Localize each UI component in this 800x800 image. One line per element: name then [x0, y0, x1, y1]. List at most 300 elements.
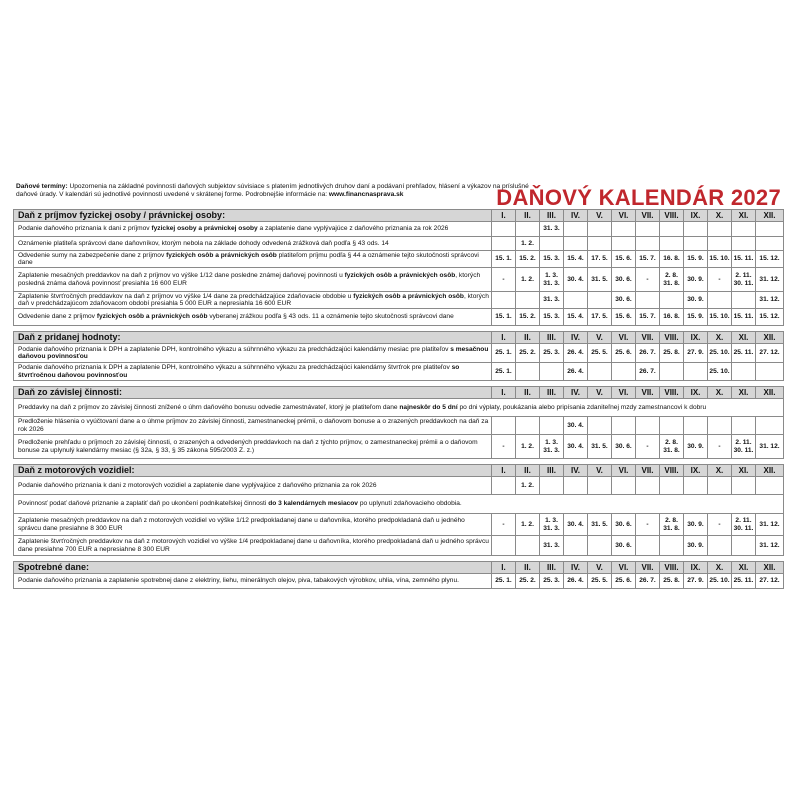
deadline-cell: [636, 536, 660, 556]
month-header: VII.: [636, 210, 660, 222]
deadline-cell: 31. 12.: [756, 435, 784, 459]
deadline-cell: 31. 3.: [540, 536, 564, 556]
deadline-cell: 25. 10.: [708, 574, 732, 589]
month-header: VIII.: [660, 465, 684, 477]
deadline-cell: [516, 363, 540, 381]
month-header: III.: [540, 332, 564, 344]
deadline-cell: 16. 8.: [660, 309, 684, 326]
description-fragment: Zaplatenie štvrťročných preddavkov na daň z príjmov vo výške 1/4 dane za predchádzajúce zdaňovacie obdobie u: [18, 292, 354, 300]
deadline-cell: 15. 9.: [684, 309, 708, 326]
month-header: XI.: [732, 465, 756, 477]
table-row: [14, 495, 784, 514]
deadline-cell: 30. 9.: [684, 536, 708, 556]
deadline-cell: [612, 222, 636, 237]
month-header: VI.: [612, 387, 636, 399]
deadline-cell: 25. 3.: [540, 574, 564, 589]
deadline-cell: 30. 6.: [612, 514, 636, 536]
month-header: XII.: [756, 387, 784, 399]
table-row: [14, 251, 784, 268]
month-header: V.: [588, 210, 612, 222]
deadline-cell: 25. 10.: [708, 344, 732, 363]
description-fragment: s mesačnou daňovou povinnosťou: [18, 345, 489, 360]
deadline-cell: 31. 3.: [540, 292, 564, 309]
month-header: VIII.: [660, 387, 684, 399]
deadline-cell: [540, 477, 564, 495]
month-header: VIII.: [660, 332, 684, 344]
deadline-cell: 31. 5.: [588, 435, 612, 459]
description-fragment: Povinnosť podať daňové priznanie a zaplatiť daň po ukončení podnikateľskej činnosti: [18, 500, 269, 508]
deadline-cell: [564, 536, 588, 556]
deadline-cell: 15. 3.: [540, 251, 564, 268]
month-header: IV.: [564, 332, 588, 344]
deadline-cell: 1. 2.: [516, 237, 540, 251]
deadline-cell: [492, 536, 516, 556]
deadline-cell: [708, 292, 732, 309]
deadline-cell: 26. 4.: [564, 574, 588, 589]
deadline-cell: 30. 6.: [612, 536, 636, 556]
month-header: III.: [540, 387, 564, 399]
deadline-cell: 15. 10.: [708, 251, 732, 268]
month-header: IX.: [684, 387, 708, 399]
deadline-cell: [756, 477, 784, 495]
deadline-cell: 25. 1.: [492, 344, 516, 363]
deadline-cell: 15. 4.: [564, 309, 588, 326]
section-title: Spotrebné dane:: [14, 562, 492, 574]
deadline-cell: 31. 5.: [588, 268, 612, 292]
description-fragment: Zaplatenie mesačných preddavkov na daň z príjmov vo výške 1/12 dane posledne známej daňovej povinnosti u: [18, 272, 345, 280]
deadline-cell: -: [708, 435, 732, 459]
obligation-description: [14, 514, 492, 536]
month-header: V.: [588, 562, 612, 574]
month-header: VII.: [636, 387, 660, 399]
deadline-cell: 27. 12.: [756, 344, 784, 363]
deadline-cell: [492, 237, 516, 251]
deadline-cell: 25. 1.: [492, 574, 516, 589]
deadline-cell: 30. 9.: [684, 268, 708, 292]
deadline-cell: 25. 5.: [588, 344, 612, 363]
month-header: XI.: [732, 332, 756, 344]
section-title: Daň z pridanej hodnoty:: [14, 332, 492, 344]
month-header: II.: [516, 465, 540, 477]
deadline-cell: [588, 477, 612, 495]
month-header: VIII.: [660, 210, 684, 222]
deadline-cell: 25. 1.: [492, 363, 516, 381]
deadline-cell: 15. 10.: [708, 309, 732, 326]
deadline-cell: [708, 222, 732, 237]
obligation-description: [14, 292, 492, 309]
deadline-cell: 25. 6.: [612, 574, 636, 589]
description-fragment: po uplynutí zdaňovacieho obdobia.: [357, 500, 462, 508]
month-header: I.: [492, 465, 516, 477]
description-fragment: Podanie daňového priznania k DPH a zaplatenie DPH, kontrolného výkazu a súhrnného výkazu za predchádzajúci kalendárny mesiac pre platiteľov: [18, 345, 451, 353]
month-header: IX.: [684, 465, 708, 477]
month-header: III.: [540, 210, 564, 222]
month-header: IX.: [684, 562, 708, 574]
calendar-title: DAŇOVÝ KALENDÁR 2027: [496, 185, 781, 210]
month-header: II.: [516, 387, 540, 399]
deadline-cell: [636, 417, 660, 435]
month-header: II.: [516, 562, 540, 574]
obligation-description: [14, 251, 492, 268]
deadline-cell: [516, 536, 540, 556]
month-header: VII.: [636, 332, 660, 344]
month-header: VI.: [612, 562, 636, 574]
deadline-cell: [636, 477, 660, 495]
deadline-cell: 30. 4.: [564, 514, 588, 536]
deadline-cell: [612, 417, 636, 435]
deadline-cell: [492, 417, 516, 435]
month-header: IV.: [564, 465, 588, 477]
month-header: IX.: [684, 210, 708, 222]
month-header: II.: [516, 210, 540, 222]
deadline-cell: 25. 8.: [660, 574, 684, 589]
deadline-cell: 30. 6.: [612, 268, 636, 292]
section-title: Daň zo závislej činnosti:: [14, 387, 492, 399]
deadline-cell: 31. 12.: [756, 536, 784, 556]
description-fragment: Preddavky na daň z príjmov zo závislej činnosti znížené o úhrn daňového bonusu odvedie zamestnávateľ, ktorý je platiteľom dane: [18, 403, 400, 411]
description-fragment: Podanie daňového priznania k dani z motorových vozidiel a zaplatenie dane vyplývajúce z daňového priznania za rok 2026: [18, 481, 377, 489]
month-header: XII.: [756, 562, 784, 574]
obligation-description: [14, 222, 492, 237]
description-fragment: Predloženie hlásenia o vyúčtovaní dane a o úhrne príjmov zo závislej činnosti, zamestnaneckej prémii, o daňovom bonuse a o zrazených preddavkoch na daň za rok 2026: [18, 418, 489, 433]
table-row: [14, 309, 784, 326]
deadline-cell: 31. 12.: [756, 292, 784, 309]
description-fragment: , ktorých posledná známa daňová povinnosť presiahla 16 600 EUR: [18, 272, 481, 287]
deadline-cell: -: [708, 268, 732, 292]
description-fragment: Podanie daňového priznania a zaplatenie spotrebnej dane z elektriny, liehu, minerálnych olejov, piva, tabakových výrobkov, uhlia, vína, zemného plynu.: [18, 577, 459, 585]
deadline-cell: 27. 9.: [684, 344, 708, 363]
deadline-cell: [732, 417, 756, 435]
month-header: I.: [492, 210, 516, 222]
deadline-cell: [636, 222, 660, 237]
deadline-cell: [708, 477, 732, 495]
month-header: IV.: [564, 387, 588, 399]
deadline-cell: 15. 9.: [684, 251, 708, 268]
deadline-cell: [732, 363, 756, 381]
intro-text: Upozornenia na základné povinnosti daňových subjektov súvisiace s platením jednotlivých druhov daní a podávaní prehľadov, hlásení a výkazov na príslušné daňové úrady. V kalendári sú jednotlivé povinnosti uvedené v skrátenej forme. Podrobnejšie informácie na:: [16, 183, 529, 199]
deadline-cell: [684, 222, 708, 237]
deadline-cell: 31. 12.: [756, 514, 784, 536]
description-fragment: do 3 kalendárnych mesiacov: [268, 500, 358, 508]
deadline-cell: [732, 237, 756, 251]
deadline-cell: 2. 8. 31. 8.: [660, 435, 684, 459]
month-header: III.: [540, 562, 564, 574]
table-row: [14, 237, 784, 251]
deadline-cell: 30. 4.: [564, 417, 588, 435]
obligation-description: [14, 268, 492, 292]
deadline-cell: [684, 477, 708, 495]
deadline-cell: 30. 4.: [564, 268, 588, 292]
description-fragment: Odvedenie sumy na zabezpečenie dane z príjmov: [18, 251, 167, 259]
month-header: V.: [588, 465, 612, 477]
description-fragment: fyzickej osoby a právnickej osoby: [151, 225, 258, 233]
deadline-cell: [708, 536, 732, 556]
deadline-cell: 25. 2.: [516, 574, 540, 589]
intro-label: Daňové termíny:: [16, 183, 68, 190]
obligation-description: [14, 344, 492, 363]
description-fragment: so štvrťročnou daňovou povinnosťou: [18, 364, 460, 379]
deadline-cell: 15. 7.: [636, 309, 660, 326]
deadline-cell: [732, 477, 756, 495]
deadline-cell: 16. 8.: [660, 251, 684, 268]
deadline-cell: -: [636, 268, 660, 292]
deadline-cell: [564, 237, 588, 251]
description-fragment: Oznámenie platiteľa správcovi dane daňovníkov, ktorým nebola na základe dohody odvedená zrážková daň podľa § 43 ods. 14: [18, 239, 389, 247]
month-header: II.: [516, 332, 540, 344]
description-fragment: fyzických osôb a právnických osôb: [353, 292, 464, 300]
description-fragment: fyzických osôb a právnických osôb: [344, 272, 456, 280]
deadline-cell: 25. 11.: [732, 574, 756, 589]
deadline-cell: 1. 2.: [516, 477, 540, 495]
deadline-cell: 15. 1.: [492, 309, 516, 326]
deadline-cell: 1. 2.: [516, 268, 540, 292]
tax-calendar-table: [13, 209, 784, 589]
deadline-cell: [612, 477, 636, 495]
deadline-cell: [732, 292, 756, 309]
deadline-cell: -: [492, 514, 516, 536]
deadline-cell: 25. 6.: [612, 344, 636, 363]
deadline-cell: 30. 9.: [684, 292, 708, 309]
deadline-cell: [492, 222, 516, 237]
deadline-cell: [684, 237, 708, 251]
deadline-cell: [684, 417, 708, 435]
description-fragment: po dni výplaty, poukázania alebo pripísania zdaniteľnej mzdy zamestnancovi k dobru: [457, 403, 707, 411]
deadline-cell: 2. 8. 31. 8.: [660, 514, 684, 536]
deadline-cell: 2. 11. 30. 11.: [732, 435, 756, 459]
deadline-cell: [756, 417, 784, 435]
section-title: Daň z príjmov fyzickej osoby / právnickej osoby:: [14, 210, 492, 222]
deadline-cell: 15. 11.: [732, 251, 756, 268]
deadline-cell: [564, 477, 588, 495]
deadline-cell: [756, 222, 784, 237]
table-row: [14, 268, 784, 292]
deadline-cell: -: [636, 435, 660, 459]
deadline-cell: 1. 3. 31. 3.: [540, 268, 564, 292]
deadline-cell: 1. 2.: [516, 514, 540, 536]
deadline-cell: 26. 4.: [564, 363, 588, 381]
table-row: [14, 514, 784, 536]
website-link[interactable]: www.financnasprava.sk: [328, 191, 404, 199]
description-fragment: Zaplatenie mesačných preddavkov na daň z motorových vozidiel vo výške 1/12 predpokladanej dane u daňovníka, ktorého predpokladaná daň u jedného správcu dane presiahne 8 300 EUR: [18, 517, 465, 532]
month-header: VI.: [612, 465, 636, 477]
description-fragment: platiteľom príjmu podľa § 44 a oznámenie tejto skutočnosti správcovi dane: [18, 251, 479, 266]
deadline-cell: 31. 5.: [588, 514, 612, 536]
obligation-description: [14, 399, 784, 417]
deadline-cell: 15. 2.: [516, 309, 540, 326]
deadline-cell: 25. 5.: [588, 574, 612, 589]
deadline-cell: 2. 8. 31. 8.: [660, 268, 684, 292]
deadline-cell: [588, 237, 612, 251]
table-row: [14, 363, 784, 381]
deadline-cell: [564, 222, 588, 237]
table-row: [14, 399, 784, 417]
deadline-cell: 27. 9.: [684, 574, 708, 589]
obligation-description: [14, 309, 492, 326]
section-header: [14, 210, 784, 222]
deadline-cell: [612, 363, 636, 381]
deadline-cell: [516, 222, 540, 237]
deadline-cell: [588, 536, 612, 556]
obligation-description: [14, 435, 492, 459]
month-header: XI.: [732, 562, 756, 574]
month-header: X.: [708, 465, 732, 477]
month-header: IV.: [564, 562, 588, 574]
deadline-cell: 30. 9.: [684, 435, 708, 459]
section-header: [14, 465, 784, 477]
tax-calendar-page: [13, 183, 783, 589]
deadline-cell: [660, 292, 684, 309]
deadline-cell: 15. 1.: [492, 251, 516, 268]
deadline-cell: 17. 5.: [588, 309, 612, 326]
obligation-description: [14, 574, 492, 589]
deadline-cell: 15. 6.: [612, 251, 636, 268]
deadline-cell: 25. 2.: [516, 344, 540, 363]
month-header: I.: [492, 387, 516, 399]
month-header: XII.: [756, 465, 784, 477]
deadline-cell: [540, 417, 564, 435]
deadline-cell: 26. 7.: [636, 574, 660, 589]
deadline-cell: [516, 417, 540, 435]
table-row: [14, 292, 784, 309]
deadline-cell: [540, 363, 564, 381]
deadline-cell: 25. 10.: [708, 363, 732, 381]
section-header: [14, 562, 784, 574]
section-title: Daň z motorových vozidiel:: [14, 465, 492, 477]
deadline-cell: [564, 292, 588, 309]
month-header: V.: [588, 332, 612, 344]
deadline-cell: 17. 5.: [588, 251, 612, 268]
deadline-cell: [660, 417, 684, 435]
deadline-cell: 31. 3.: [540, 222, 564, 237]
deadline-cell: 30. 9.: [684, 514, 708, 536]
section-header: [14, 387, 784, 399]
deadline-cell: [588, 417, 612, 435]
deadline-cell: 30. 6.: [612, 435, 636, 459]
obligation-description: [14, 363, 492, 381]
deadline-cell: -: [492, 268, 516, 292]
deadline-cell: [636, 237, 660, 251]
deadline-cell: 25. 11.: [732, 344, 756, 363]
table-row: [14, 417, 784, 435]
description-fragment: fyzických osôb a právnických osôb: [96, 313, 208, 321]
month-header: IV.: [564, 210, 588, 222]
month-header: VII.: [636, 465, 660, 477]
table-row: [14, 574, 784, 589]
description-fragment: a zaplatenie dane vyplývajúce z daňového priznania za rok 2026: [257, 225, 449, 233]
description-fragment: vyberanej zrážkou podľa § 43 ods. 11 a oznámenie tejto skutočnosti správcovi dane: [207, 313, 454, 321]
deadline-cell: -: [636, 514, 660, 536]
month-header: III.: [540, 465, 564, 477]
intro-note: [16, 183, 541, 200]
month-header: I.: [492, 332, 516, 344]
month-header: IX.: [684, 332, 708, 344]
deadline-cell: 15. 2.: [516, 251, 540, 268]
deadline-cell: [492, 292, 516, 309]
deadline-cell: 30. 6.: [612, 292, 636, 309]
deadline-cell: [708, 417, 732, 435]
deadline-cell: [660, 222, 684, 237]
deadline-cell: 15. 6.: [612, 309, 636, 326]
deadline-cell: [660, 363, 684, 381]
deadline-cell: [540, 237, 564, 251]
description-fragment: fyzických osôb a právnických osôb: [166, 251, 277, 259]
deadline-cell: 15. 12.: [756, 251, 784, 268]
deadline-cell: [516, 292, 540, 309]
table-row: [14, 222, 784, 237]
month-header: V.: [588, 387, 612, 399]
deadline-cell: 15. 7.: [636, 251, 660, 268]
deadline-cell: [756, 237, 784, 251]
deadline-cell: [732, 536, 756, 556]
table-row: [14, 344, 784, 363]
deadline-cell: [492, 477, 516, 495]
month-header: X.: [708, 210, 732, 222]
month-header: XII.: [756, 210, 784, 222]
deadline-cell: 15. 4.: [564, 251, 588, 268]
month-header: XI.: [732, 387, 756, 399]
description-fragment: Predloženie prehľadu o príjmoch zo závislej činnosti, o zrazených a odvedených preddavkoch na daň z týchto príjmov, o zamestnaneckej prémii a o daňovom bonuse za uplynulý kalendárny mesiac (§ 32a, § 33, § 35 zákona 595/2003 Z. z.): [18, 439, 478, 454]
deadline-cell: 26. 4.: [564, 344, 588, 363]
table-row: [14, 435, 784, 459]
deadline-cell: [756, 363, 784, 381]
deadline-cell: -: [708, 514, 732, 536]
obligation-description: [14, 536, 492, 556]
month-header: VI.: [612, 210, 636, 222]
obligation-description: [14, 417, 492, 435]
table-row: [14, 477, 784, 495]
deadline-cell: 30. 4.: [564, 435, 588, 459]
deadline-cell: [588, 222, 612, 237]
deadline-cell: 26. 7.: [636, 344, 660, 363]
description-fragment: Podanie daňového priznania k dani z príjmov: [18, 225, 152, 233]
deadline-cell: [660, 477, 684, 495]
description-fragment: , ktorých daň v predchádzajúcom zdaňovacom období presiahla 5 000 EUR a nepresiahla 16 600 EUR: [18, 292, 489, 307]
month-header: XI.: [732, 210, 756, 222]
calendar-header: [13, 183, 783, 209]
deadline-cell: [708, 237, 732, 251]
month-header: X.: [708, 332, 732, 344]
deadline-cell: 25. 8.: [660, 344, 684, 363]
deadline-cell: 26. 7.: [636, 363, 660, 381]
deadline-cell: 2. 11. 30. 11.: [732, 268, 756, 292]
obligation-description: [14, 237, 492, 251]
deadline-cell: 15. 3.: [540, 309, 564, 326]
month-header: VII.: [636, 562, 660, 574]
deadline-cell: [660, 536, 684, 556]
deadline-cell: [588, 292, 612, 309]
deadline-cell: [732, 222, 756, 237]
section-header: [14, 332, 784, 344]
deadline-cell: 31. 12.: [756, 268, 784, 292]
deadline-cell: [660, 237, 684, 251]
deadline-cell: 25. 3.: [540, 344, 564, 363]
deadline-cell: -: [492, 435, 516, 459]
deadline-cell: 2. 11. 30. 11.: [732, 514, 756, 536]
deadline-cell: [684, 363, 708, 381]
month-header: I.: [492, 562, 516, 574]
month-header: VIII.: [660, 562, 684, 574]
month-header: XII.: [756, 332, 784, 344]
deadline-cell: [612, 237, 636, 251]
deadline-cell: [588, 363, 612, 381]
month-header: X.: [708, 387, 732, 399]
description-fragment: Odvedenie dane z príjmov: [18, 313, 97, 321]
deadline-cell: [636, 292, 660, 309]
deadline-cell: 1. 3. 31. 3.: [540, 435, 564, 459]
description-fragment: Podanie daňového priznania k DPH a zaplatenie DPH, kontrolného výkazu a súhrnného výkazu za predchádzajúci kalendárny štvrťrok pre platiteľov: [18, 364, 452, 372]
month-header: VI.: [612, 332, 636, 344]
deadline-cell: 15. 12.: [756, 309, 784, 326]
